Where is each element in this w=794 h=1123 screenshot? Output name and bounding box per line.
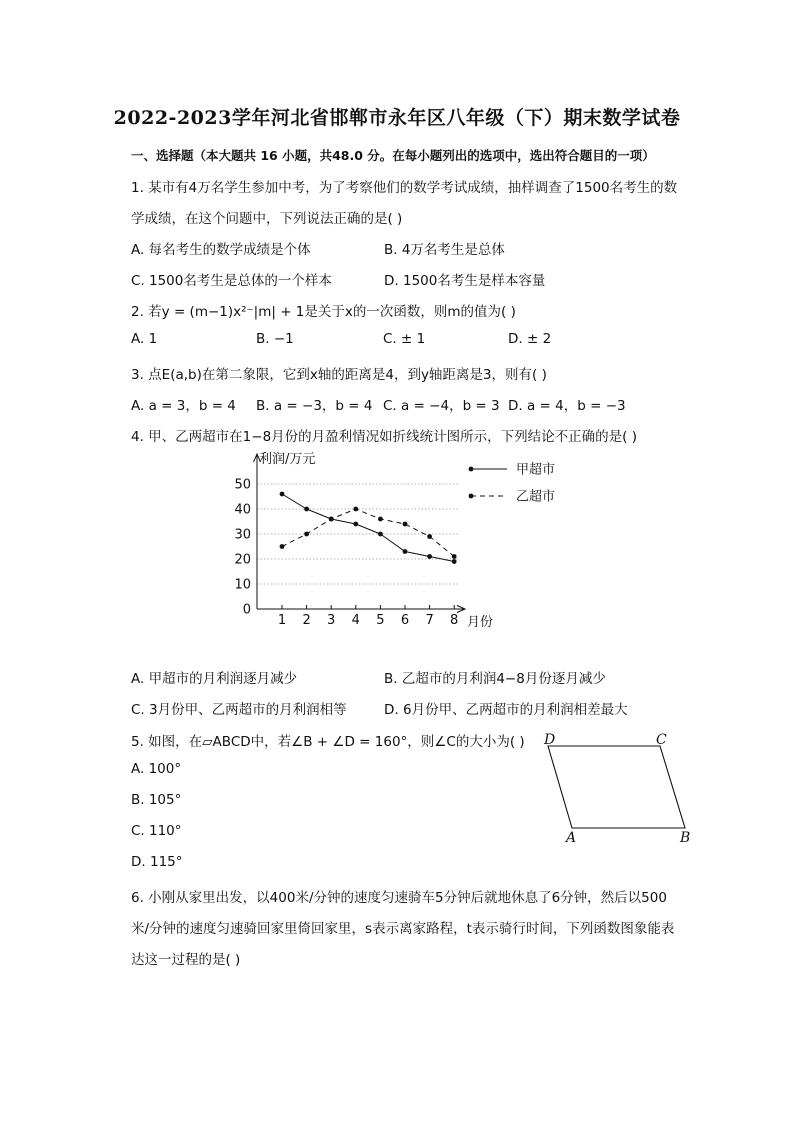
q3-option-b: B. a = −3，b = 4 (256, 398, 373, 414)
q3-line-1: 3. 点E(a,b)在第二象限，它到x轴的距离是4，到y轴距离是3，则有( ) (131, 367, 547, 383)
series-yi-point-7 (427, 534, 432, 539)
series-line-jia (282, 494, 454, 562)
series-jia-point-4 (353, 522, 358, 527)
chart-axes (254, 454, 466, 613)
chart-xlabel: 月份 (467, 615, 494, 630)
q3-option-c: C. a = −4，b = 3 (383, 398, 500, 414)
x-tick-label-5: 5 (376, 613, 385, 628)
q5-option-b: B. 105° (131, 792, 182, 808)
legend-label-jia: 甲超市 (516, 462, 556, 478)
chart-ticks (234, 478, 458, 629)
chart-ylabel: 利润/万元 (259, 452, 316, 467)
series-yi-point-6 (403, 522, 408, 527)
x-tick-label-8: 8 (450, 613, 459, 628)
q2-option-b: B. −1 (256, 331, 294, 347)
x-tick-label-7: 7 (425, 613, 434, 628)
vertex-label-a: A (566, 830, 577, 846)
legend-marker-jia (469, 467, 474, 472)
q5-line-1: 5. 如图，在▱ABCD中，若∠B + ∠D = 160°，则∠C的大小为( ) (131, 734, 525, 750)
q3-option-a: A. a = 3，b = 4 (131, 398, 236, 414)
y-tick-label-20: 20 (234, 552, 251, 568)
series-yi-point-8 (452, 554, 457, 559)
series-jia-point-6 (403, 549, 408, 554)
profit-line-chart (228, 448, 558, 638)
q4-option-d: D. 6月份甲、乙两超市的月利润相差最大 (384, 702, 628, 718)
chart-series (280, 492, 457, 564)
q2-line-1: 2. 若y = (m−1)x²⁻|m| + 1是关于x的一次函数，则m的值为( ) (131, 304, 516, 320)
q6-line-1: 6. 小刚从家里出发，以400米/分钟的速度匀速骑车5分钟后就地休息了6分钟，然后以500 (131, 890, 667, 906)
legend-marker-yi (469, 494, 474, 499)
y-tick-label-50: 50 (234, 477, 251, 493)
series-jia-point-1 (280, 492, 285, 497)
x-tick-label-3: 3 (327, 613, 336, 628)
series-yi-point-2 (304, 532, 309, 537)
q2-option-a: A. 1 (131, 331, 158, 347)
q1-option-c: C. 1500名考生是总体的一个样本 (131, 273, 332, 289)
x-tick-label-6: 6 (400, 613, 410, 628)
series-jia-point-7 (427, 554, 432, 559)
chart-legend (469, 462, 555, 505)
vertex-label-d: D (544, 732, 556, 748)
q4-option-b: B. 乙超市的月利润4−8月份逐月减少 (384, 671, 606, 687)
q5-option-c: C. 110° (131, 823, 182, 839)
series-jia-point-2 (304, 507, 309, 512)
series-yi-point-5 (378, 517, 383, 522)
q4-line-1: 4. 甲、乙两超市在1−8月份的月盈利情况如折线统计图所示，下列结论不正确的是( ) (131, 429, 637, 445)
series-yi-point-3 (329, 517, 334, 522)
q3-option-d: D. a = 4，b = −3 (508, 398, 626, 414)
q2-option-d: D. ± 2 (508, 331, 552, 347)
exam-title: 2022-2023学年河北省邯郸市永年区八年级（下）期末数学试卷 (113, 107, 681, 129)
x-tick-label-1: 1 (277, 613, 287, 628)
q1-option-d: D. 1500名考生是样本容量 (384, 273, 546, 289)
legend-label-yi: 乙超市 (516, 489, 556, 505)
y-tick-label-0: 0 (242, 602, 251, 618)
q1-line-2: 学成绩，在这个问题中，下列说法正确的是( ) (131, 211, 403, 227)
series-yi-point-4 (353, 507, 358, 512)
q6-line-2: 米/分钟的速度匀速骑回家里倚回家里，s表示离家路程，t表示骑行时间，下列函数图象能表 (131, 921, 675, 937)
q5-option-a: A. 100° (131, 761, 182, 777)
vertex-label-b: B (680, 830, 691, 846)
y-tick-label-10: 10 (234, 577, 251, 593)
q4-option-a: A. 甲超市的月利润逐月减少 (131, 671, 298, 687)
x-tick-label-4: 4 (351, 613, 360, 628)
series-jia-point-8 (452, 559, 457, 564)
parallelogram-figure (538, 728, 708, 850)
chart-gridlines (257, 484, 458, 584)
series-jia-point-5 (378, 532, 383, 537)
q5-option-d: D. 115° (131, 854, 183, 870)
x-tick-label-2: 2 (302, 613, 311, 628)
y-tick-label-40: 40 (234, 502, 251, 518)
q2-option-c: C. ± 1 (383, 331, 426, 347)
series-yi-point-1 (280, 544, 285, 549)
parallelogram-abcd (548, 746, 685, 828)
y-tick-label-30: 30 (234, 527, 251, 543)
q1-line-1: 1. 某市有4万名学生参加中考，为了考察他们的数学考试成绩，抽样调查了1500名考生的数 (131, 180, 678, 196)
q6-line-3: 达这一过程的是( ) (131, 952, 241, 968)
section-heading: 一、选择题（本大题共 16 小题，共48.0 分。在每小题列出的选项中，选出符合题目的一项） (131, 148, 655, 163)
q4-option-c: C. 3月份甲、乙两超市的月利润相等 (131, 702, 347, 718)
vertex-label-c: C (656, 732, 667, 748)
q1-option-a: A. 每名考生的数学成绩是个体 (131, 242, 311, 258)
q1-option-b: B. 4万名考生是总体 (384, 242, 505, 258)
